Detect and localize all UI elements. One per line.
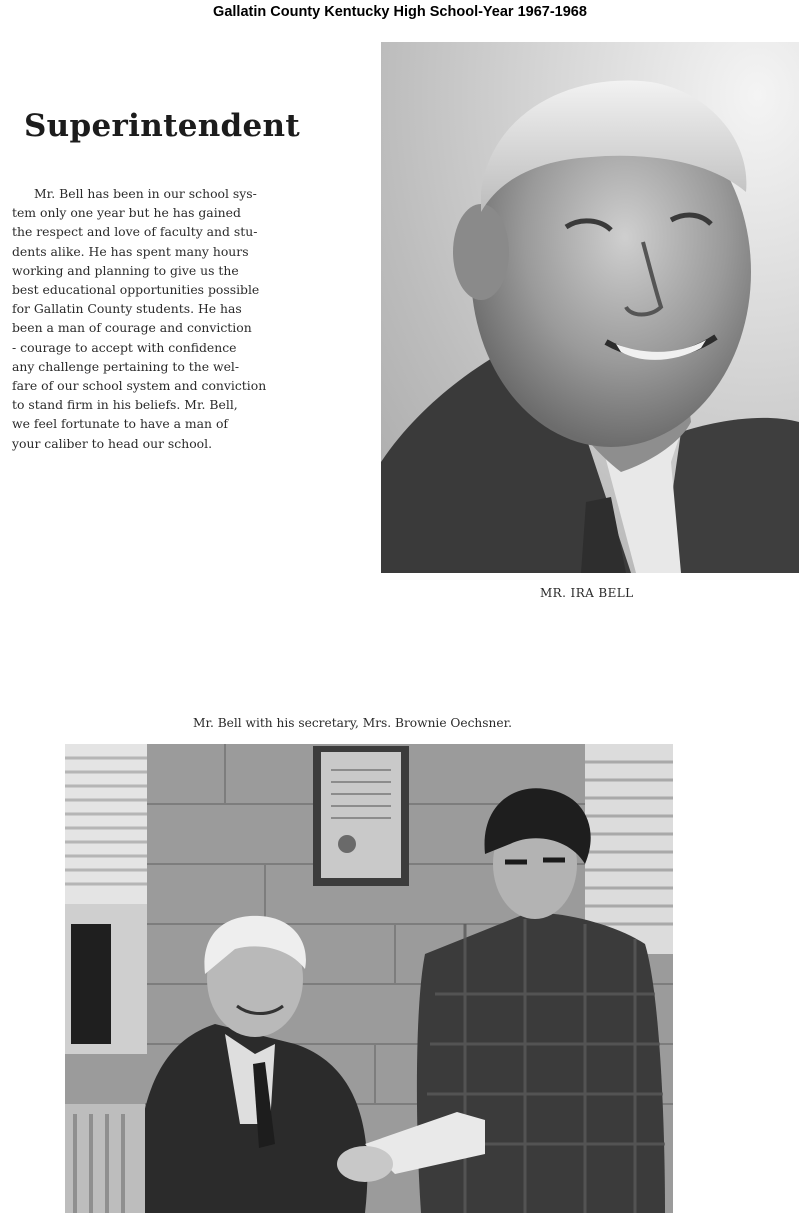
page-banner: Gallatin County Kentucky High School-Year 1967-1968 xyxy=(213,4,587,20)
description-line: tem only one year but he has gained xyxy=(12,205,241,221)
description-line: your caliber to head our school. xyxy=(12,435,213,451)
description-line: the respect and love of faculty and stu- xyxy=(12,224,258,240)
portrait-photo xyxy=(381,42,799,573)
description-line: been a man of courage and conviction xyxy=(12,320,252,336)
description-line: to stand firm in his beliefs. Mr. Bell, xyxy=(12,397,238,413)
group-photo xyxy=(65,744,673,1213)
portrait-caption: MR. IRA BELL xyxy=(540,586,634,600)
description-line: - courage to accept with confidence xyxy=(12,339,237,355)
portrait-photo-icon xyxy=(381,42,799,573)
description-line: we feel fortunate to have a man of xyxy=(12,416,229,432)
description-line: for Gallatin County students. He has xyxy=(12,301,242,317)
group-photo-icon xyxy=(65,744,673,1213)
group-photo-caption: Mr. Bell with his secretary, Mrs. Brownie Oechsner. xyxy=(193,716,512,730)
description-line: best educational opportunities possible xyxy=(12,282,260,298)
page-title: Superintendent xyxy=(24,108,301,144)
description-line: dents alike. He has spent many hours xyxy=(12,243,249,259)
description-line: Mr. Bell has been in our school sys- xyxy=(34,186,257,201)
description-line: any challenge pertaining to the wel- xyxy=(12,358,240,374)
description-line: working and planning to give us the xyxy=(12,262,239,278)
superintendent-description xyxy=(12,184,284,453)
description-line: fare of our school system and conviction xyxy=(12,378,267,394)
